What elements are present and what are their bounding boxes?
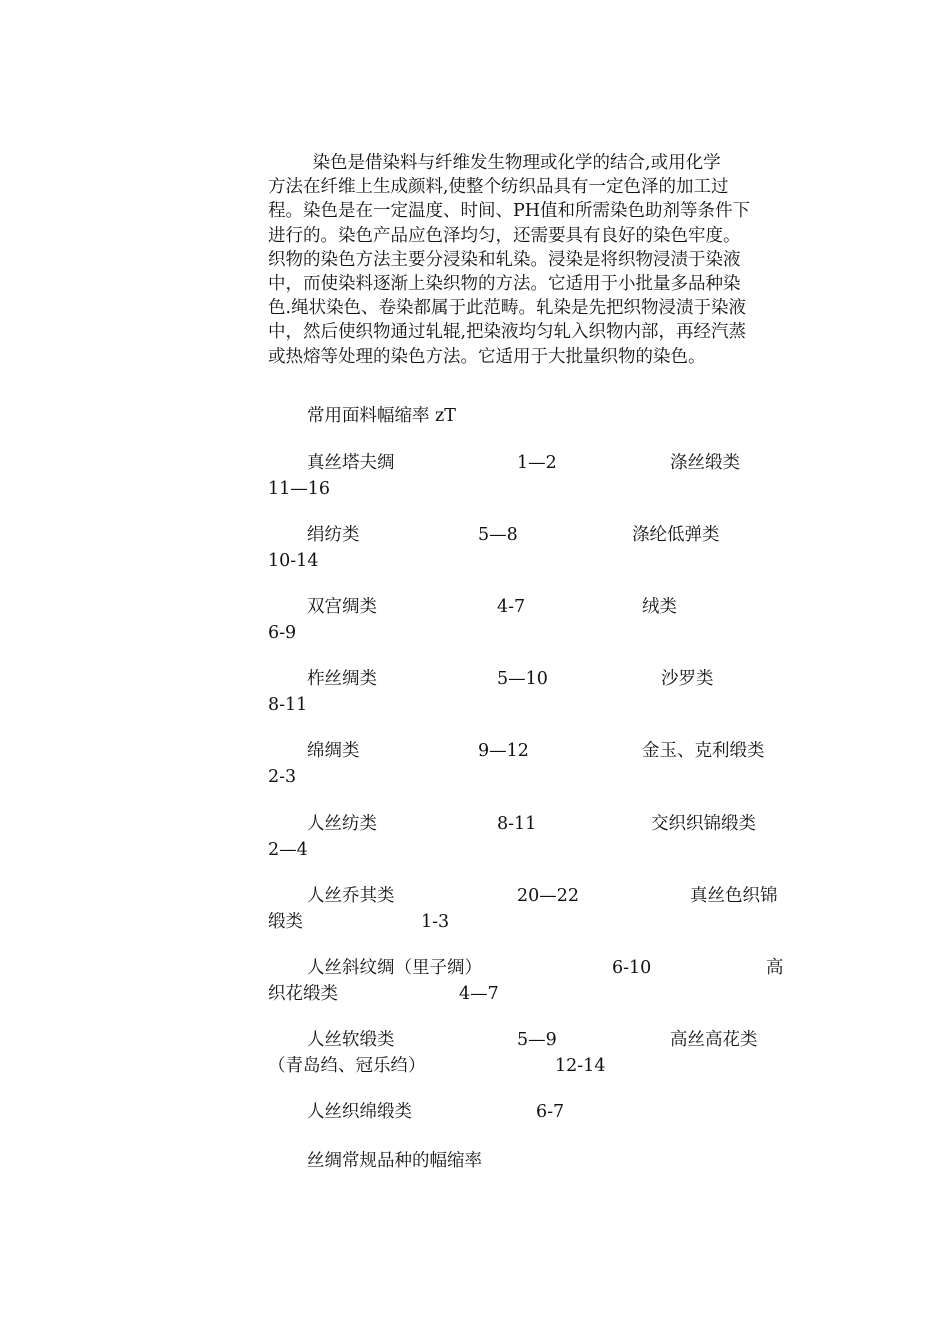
fabric-name: 织花缎类 [268, 984, 338, 1004]
shrink-rate-value: 6-9 [268, 623, 297, 643]
fabric-name: 沙罗类 [661, 669, 714, 689]
footer-title: 丝绸常规品种的幅缩率 [307, 1151, 482, 1171]
shrink-rate-value: 12-14 [555, 1056, 606, 1076]
fabric-name: 绢纺类 [307, 525, 360, 545]
shrink-rate-value: 6-7 [536, 1102, 565, 1122]
fabric-name: 高 [766, 958, 784, 978]
paragraph-line: 色.绳状染色、卷染都属于此范畴。轧染是先把织物浸渍于染液 [268, 298, 747, 319]
fabric-name: 高丝高花类 [670, 1030, 758, 1050]
fabric-name: 双宫绸类 [307, 597, 377, 617]
fabric-name: 真丝色织锦 [690, 886, 778, 906]
shrink-rate-value: 1—2 [517, 453, 557, 473]
shrink-rate-value: 4—7 [459, 984, 499, 1004]
fabric-name: 人丝乔其类 [307, 886, 395, 906]
shrink-rate-value: 4-7 [497, 597, 526, 617]
fabric-name: 人丝纺类 [307, 814, 377, 834]
fabric-name: 金玉、克利缎类 [642, 741, 765, 761]
shrink-rate-value: 8-11 [497, 814, 537, 834]
fabric-name: 涤丝缎类 [670, 453, 740, 473]
shrink-rate-value: 6-10 [612, 958, 652, 978]
fabric-name: 交织织锦缎类 [651, 814, 756, 834]
paragraph-line: 进行的。染色产品应色泽均匀，还需要具有良好的染色牢度。 [268, 225, 741, 246]
fabric-name: 绒类 [642, 597, 677, 617]
shrink-rate-value: 11—16 [268, 479, 331, 499]
shrink-rate-value: 2-3 [268, 767, 297, 787]
paragraph-line [268, 151, 798, 175]
shrink-rate-value: 5—8 [478, 525, 518, 545]
fabric-name: 人丝软缎类 [307, 1030, 395, 1050]
paragraph-line: 中，而使染料逐渐上染织物的方法。它适用于小批量多品种染 [268, 274, 741, 295]
intro-paragraph [268, 151, 798, 369]
indent-space [268, 153, 313, 173]
fabric-name: 人丝斜纹绸（里子绸） [307, 958, 482, 978]
fabric-name: 真丝塔夫绸 [307, 453, 395, 473]
shrink-rate-value: 9—12 [478, 741, 529, 761]
shrink-rate-value: 5—9 [517, 1030, 557, 1050]
fabric-name: （青岛绉、冠乐绉） [268, 1056, 426, 1076]
shrink-rate-value: 1-3 [421, 912, 450, 932]
paragraph-line: 或热熔等处理的染色方法。它适用于大批量织物的染色。 [268, 346, 706, 367]
fabric-name: 绵绸类 [307, 741, 360, 761]
shrink-rate-value: 8-11 [268, 695, 308, 715]
fabric-name: 柞丝绸类 [307, 669, 377, 689]
shrink-rate-value: 5—10 [497, 669, 548, 689]
paragraph-line-text: 染色是借染料与纤维发生物理或化学的结合,或用化学 [312, 153, 721, 173]
section-title: 常用面料幅缩率 zT [307, 406, 456, 426]
fabric-name: 人丝织绵缎类 [307, 1102, 412, 1122]
fabric-name: 缎类 [268, 912, 303, 932]
shrink-rate-value: 10-14 [268, 551, 319, 571]
shrink-rate-value: 2—4 [268, 840, 308, 860]
fabric-name: 涤纶低弹类 [632, 525, 720, 545]
paragraph-line: 织物的染色方法主要分浸染和轧染。浸染是将织物浸渍于染液 [268, 249, 741, 270]
shrink-rate-value: 20—22 [517, 886, 580, 906]
paragraph-line: 中，然后使织物通过轧辊,把染液均匀轧入织物内部，再经汽蒸 [268, 322, 747, 343]
paragraph-line: 程。染色是在一定温度、时间、PH值和所需染色助剂等条件下 [268, 201, 751, 222]
paragraph-line: 方法在纤维上生成颜料,使整个纺织品具有一定色泽的加工过 [268, 177, 729, 198]
